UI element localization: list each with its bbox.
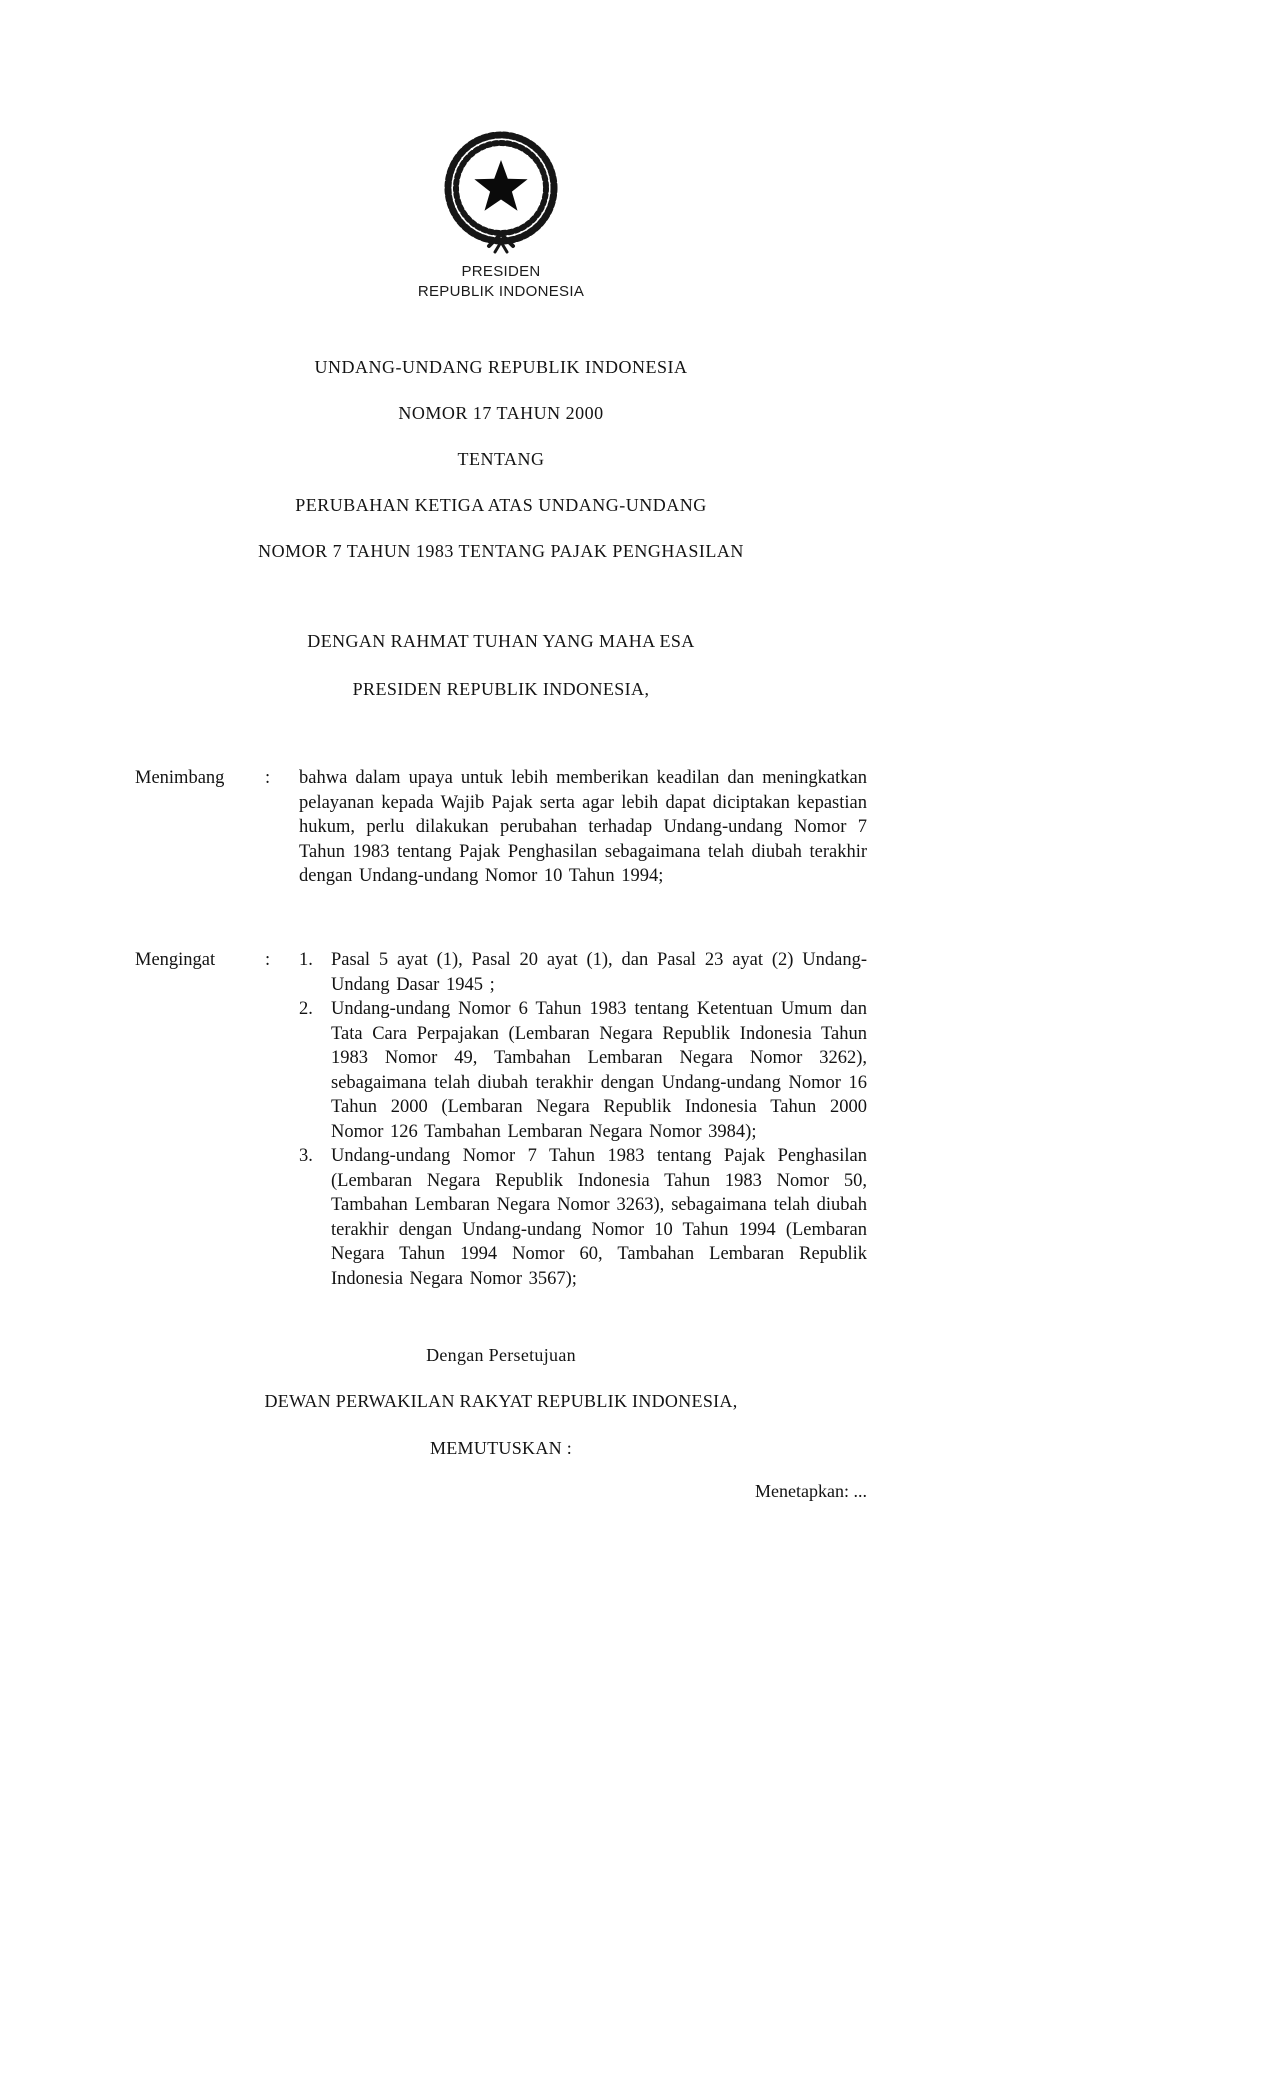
- clause-mengingat-label: Mengingat: [135, 950, 216, 970]
- title-line-3: TENTANG: [457, 449, 545, 469]
- preamble-line-1: DENGAN RAHMAT TUHAN YANG MAHA ESA: [307, 631, 695, 651]
- clause-menimbang-colon: :: [265, 768, 271, 788]
- list-item: [299, 997, 867, 1144]
- list-item: [299, 948, 867, 997]
- national-emblem-icon: [438, 124, 564, 260]
- document-title: [135, 356, 867, 586]
- closing-memutuskan: MEMUTUSKAN :: [429, 1438, 573, 1458]
- title-line-2: NOMOR 17 TAHUN 2000: [398, 403, 604, 423]
- preamble: [135, 630, 867, 726]
- letterhead-line-presiden: PRESIDEN: [461, 263, 541, 280]
- clause-menimbang-text: bahwa dalam upaya untuk lebih memberikan keadilan dan meningkatkan pelayanan kepada Wajib Pajak serta agar lebih dapat diciptakan kepastian hukum, perlu dilakukan perubahan terhadap Undang-undang Nomor 7 Tahun 1983 tentang Pajak Penghasilan sebagaimana telah diubah terakhir dengan Undang-undang Nomor 10 Tahun 1994;: [299, 768, 867, 886]
- list-item-number: 2.: [299, 999, 313, 1019]
- closing-dpr: DEWAN PERWAKILAN RAKYAT REPUBLIK INDONESIA,: [264, 1391, 738, 1411]
- preamble-line-2: PRESIDEN REPUBLIK INDONESIA,: [352, 679, 650, 699]
- list-item-text: Undang-undang Nomor 6 Tahun 1983 tentang Ketentuan Umum dan Tata Cara Perpajakan (Lembaran Negara Republik Indonesia Tahun 1983 Nomor 49, Tambahan Lembaran Negara Nomor 3262), sebagaimana telah diubah terakhir dengan Undang-undang Nomor 16 Tahun 2000 (Lembaran Negara Republik Indonesia Tahun 2000 Nomor 126 Tambahan Lembaran Negara Nomor 3984);: [331, 999, 867, 1142]
- letterhead: [135, 262, 867, 302]
- title-line-4: PERUBAHAN KETIGA ATAS UNDANG-UNDANG: [295, 495, 707, 515]
- star-icon: [474, 160, 527, 211]
- list-item: [299, 1144, 867, 1291]
- clause-mengingat-list: [299, 948, 867, 1291]
- title-line-1: UNDANG-UNDANG REPUBLIK INDONESIA: [314, 357, 688, 377]
- list-item-text: Undang-undang Nomor 7 Tahun 1983 tentang Pajak Penghasilan (Lembaran Negara Republik Indonesia Tahun 1983 Nomor 50, Tambahan Lembaran Negara Nomor 3263), sebagaimana telah diubah terakhir dengan Undang-undang Nomor 10 Tahun 1994 (Lembaran Negara Tahun 1994 Nomor 60, Tambahan Lembaran Republik Indonesia Negara Nomor 3567);: [331, 1146, 867, 1289]
- letterhead-line-republik: REPUBLIK INDONESIA: [417, 283, 585, 300]
- list-item-number: 3.: [299, 1146, 313, 1166]
- catchword-menetapkan: Menetapkan: ...: [755, 1481, 867, 1501]
- clause-mengingat: [135, 948, 867, 1291]
- list-item-text: Pasal 5 ayat (1), Pasal 20 ayat (1), dan Pasal 23 ayat (2) Undang-Undang Dasar 1945 ;: [331, 950, 867, 995]
- clause-mengingat-colon: :: [265, 950, 271, 970]
- list-item-number: 1.: [299, 950, 313, 970]
- document-content: [135, 0, 867, 2100]
- clause-menimbang-label: Menimbang: [135, 768, 225, 788]
- closing-dengan-persetujuan: Dengan Persetujuan: [426, 1345, 576, 1365]
- emblem-container: [135, 124, 867, 265]
- title-line-5: NOMOR 7 TAHUN 1983 TENTANG PAJAK PENGHASILAN: [258, 541, 744, 561]
- clause-menimbang: [135, 766, 867, 889]
